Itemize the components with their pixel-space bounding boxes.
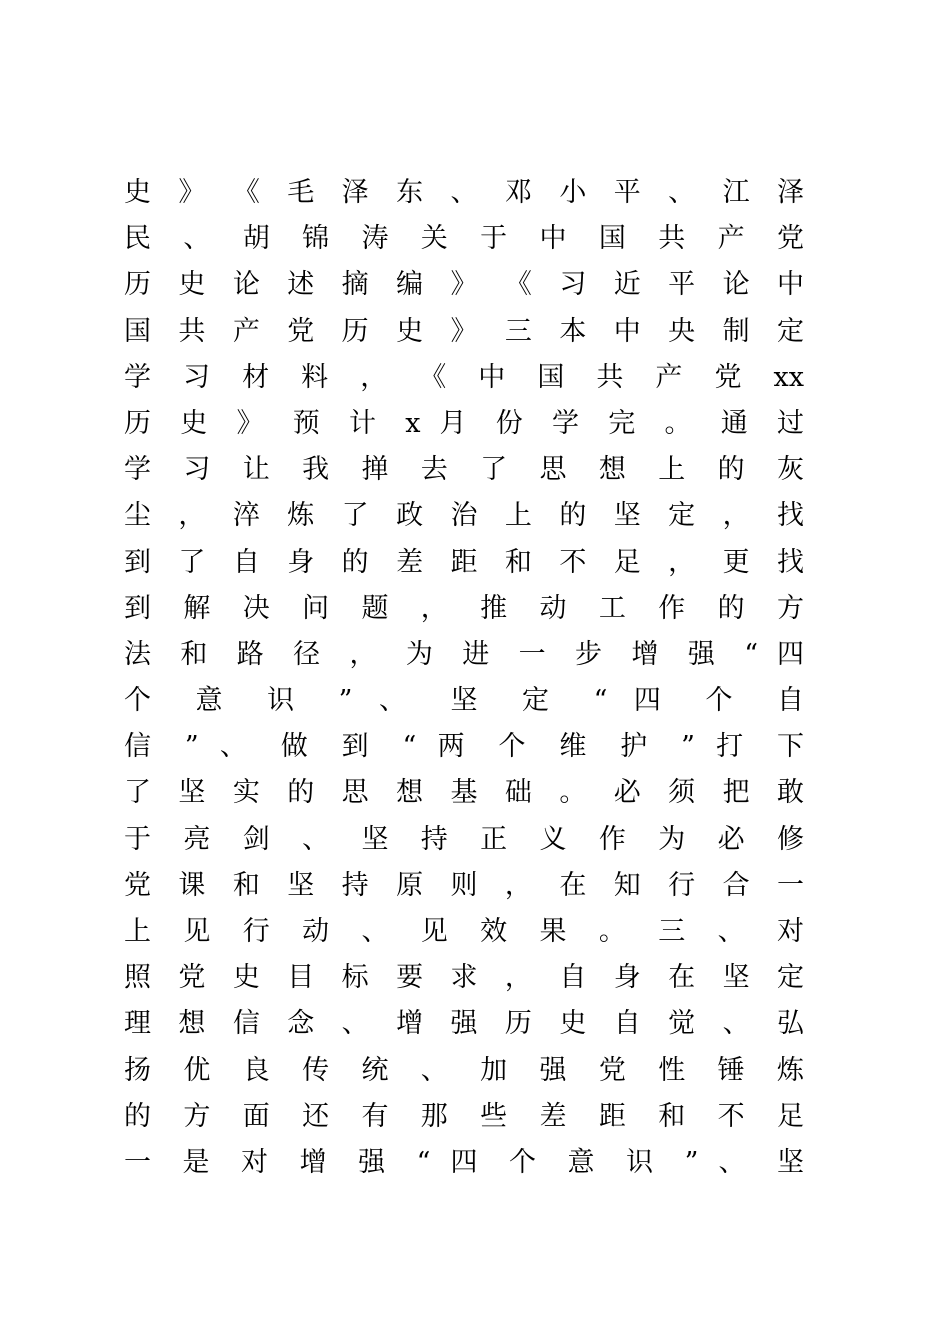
text-line: 历 史 论 述 摘 编 》 《 习 近 平 论 中: [124, 269, 804, 301]
text-line: 个 意 识 ” 、 坚 定 “ 四 个 自: [124, 685, 804, 717]
text-line: 上 见 行 动 、 见 效 果 。 三 、 对: [124, 916, 804, 947]
text-line: 党 课 和 坚 持 原 则 ， 在 知 行 合 一: [124, 869, 804, 901]
text-line: 的 方 面 还 有 那 些 差 距 和 不 足: [124, 1100, 804, 1132]
text-line: 扬 优 良 传 统 、 加 强 党 性 锤 炼: [124, 1054, 804, 1086]
text-line: 信 ” 、 做 到 “ 两 个 维 护 ” 打 下: [124, 731, 804, 763]
text-line: 照 党 史 目 标 要 求 ， 自 身 在 坚 定: [124, 962, 804, 994]
body-text: [124, 170, 804, 1186]
text-line: 到 了 自 身 的 差 距 和 不 足 ， 更 找: [124, 546, 804, 578]
text-line: 学 习 材 料 ， 《 中 国 共 产 党 xx: [124, 361, 804, 393]
text-line: 到 解 决 问 题 ， 推 动 工 作 的 方: [124, 592, 804, 624]
text-line: 历 史 》 预 计 x 月 份 学 完 。 通 过: [124, 407, 804, 439]
text-line: 国 共 产 党 历 史 》 三 本 中 央 制 定: [124, 315, 804, 347]
text-line: 史 》 《 毛 泽 东 、 邓 小 平 、 江 泽: [124, 177, 804, 208]
text-line: 民 、 胡 锦 涛 关 于 中 国 共 产 党: [124, 223, 804, 255]
text-line: 学 习 让 我 掸 去 了 思 想 上 的 灰: [124, 454, 804, 486]
text-line: 于 亮 剑 、 坚 持 正 义 作 为 必 修: [124, 823, 804, 855]
text-line: 理 想 信 念 、 增 强 历 史 自 觉 、 弘: [124, 1008, 804, 1040]
text-line: 一 是 对 增 强 “ 四 个 意 识 ” 、 坚: [124, 1146, 804, 1178]
text-line: 法 和 路 径 ， 为 进 一 步 增 强 “ 四: [124, 638, 804, 670]
text-line: 尘 ， 淬 炼 了 政 治 上 的 坚 定 ， 找: [124, 500, 804, 532]
text-line: 了 坚 实 的 思 想 基 础 。 必 须 把 敢: [124, 777, 804, 809]
